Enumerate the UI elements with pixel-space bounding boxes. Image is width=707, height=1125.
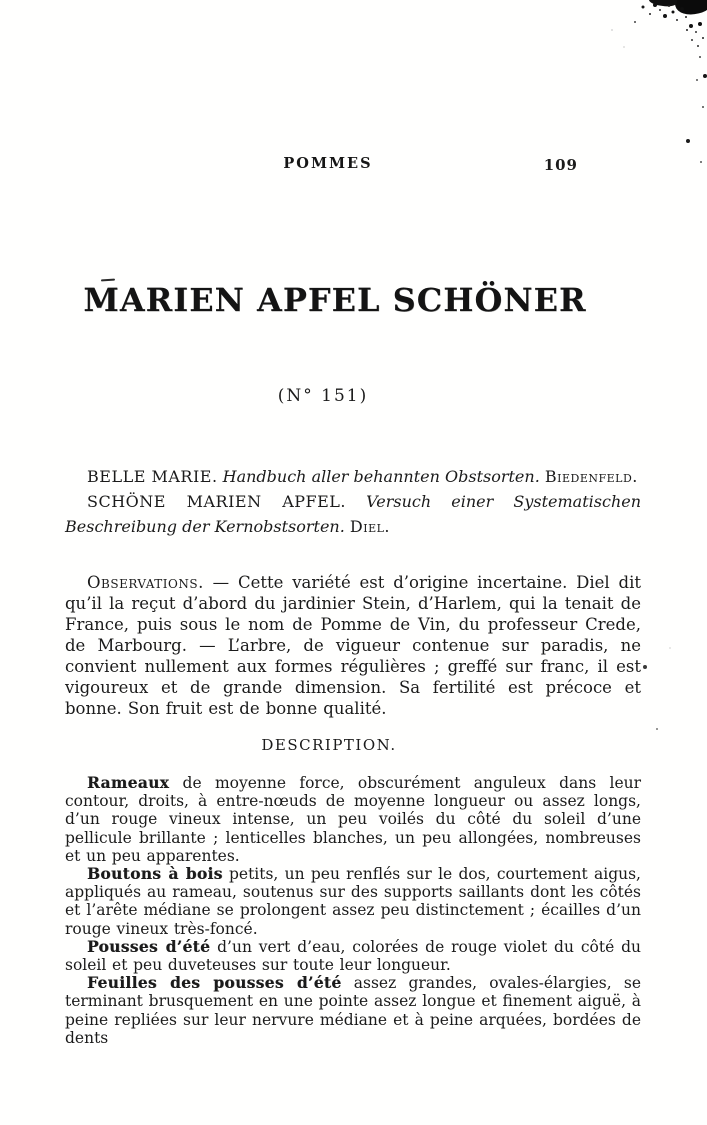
synonym-entry <box>65 464 641 489</box>
variety-title: MARIEN APFEL SCHÖNER <box>83 281 587 319</box>
paragraph-text: de moyenne force, obscurément anguleux dans leur contour, droits, à entre-nœuds de moyenne longueur ou assez longs, d’un rouge vineux intense, un peu voilés du côté du soleil d’une pellicule brillante ; lenticelles blanches, un peu allongées, nombreuses et un peu apparentes. <box>65 774 642 865</box>
description-heading: DESCRIPTION. <box>261 736 397 754</box>
description-paragraph-pousses <box>65 938 641 974</box>
synonym-author: Biedenfeld. <box>544 467 638 486</box>
synonym-source: Versuch einer Systematischen Beschreibung der Kernobstsorten. <box>65 492 642 536</box>
synonym-source: Handbuch aller behannten Obstsorten. <box>222 467 540 486</box>
synonym-name: BELLE MARIE. <box>87 467 218 486</box>
paragraph-lead: Boutons à bois <box>87 864 223 884</box>
synonyms-block <box>65 464 641 539</box>
paragraph-lead: Rameaux <box>87 773 170 792</box>
page-number: 109 <box>543 156 578 174</box>
observations-text: — Cette variété est d’origine incertaine. Diel dit qu’il la reçut d’abord du jardinier Stein, d’Harlem, qui la tenait de France, puis sous le nom de Pomme de Vin, du professeur Crede, de Marbourg. — L’arbre, de vigueur contenue sur paradis, ne convient nullement aux formes régulières ; greffé sur franc, il est vigoureux et de grande dimension. Sa fertilité est précoce et bonne. Son fruit est de bonne qualité. <box>65 573 641 718</box>
description-paragraph-rameaux <box>65 774 641 865</box>
observations-block <box>65 572 641 719</box>
description-block <box>65 774 641 1047</box>
observations-label: Observations. <box>87 573 204 592</box>
synonym-author: Diel. <box>349 517 390 536</box>
series-number: (N° 151) <box>277 386 369 406</box>
paragraph-text: d’un vert d’eau, colorées de rouge violet du côté du soleil et peu duveteuses sur toute leur longueur. <box>65 937 642 975</box>
paragraph-text: assez grandes, ovales-élargies, se terminant brusquement en une pointe assez longue et finement aiguë, à peine repliées sur leur nervure médiane et à peine arquées, bordées de dents <box>65 974 642 1047</box>
paragraph-lead: Feuilles des pousses d’été <box>87 973 342 993</box>
scan-corner-blob-secondary <box>648 0 677 8</box>
synonym-entry <box>65 489 641 539</box>
description-paragraph-feuilles <box>65 974 641 1047</box>
running-title: POMMES <box>283 155 373 172</box>
scan-corner-blob <box>673 0 707 18</box>
description-paragraph-boutons <box>65 865 641 938</box>
paragraph-text: petits, un peu renflés sur le dos, courtement aigus, appliqués au rameau, soutenus sur des supports saillants dont les côtés et l’arête médiane se prolongent assez peu distinctement ; écailles d’un rouge vineux très-foncé. <box>65 865 641 938</box>
observations-paragraph <box>65 572 641 719</box>
paragraph-lead: Pousses d’été <box>87 936 211 956</box>
running-header <box>65 155 641 177</box>
scan-speckles <box>0 0 2 2</box>
synonym-name: SCHÖNE MARIEN APFEL. <box>87 492 347 511</box>
